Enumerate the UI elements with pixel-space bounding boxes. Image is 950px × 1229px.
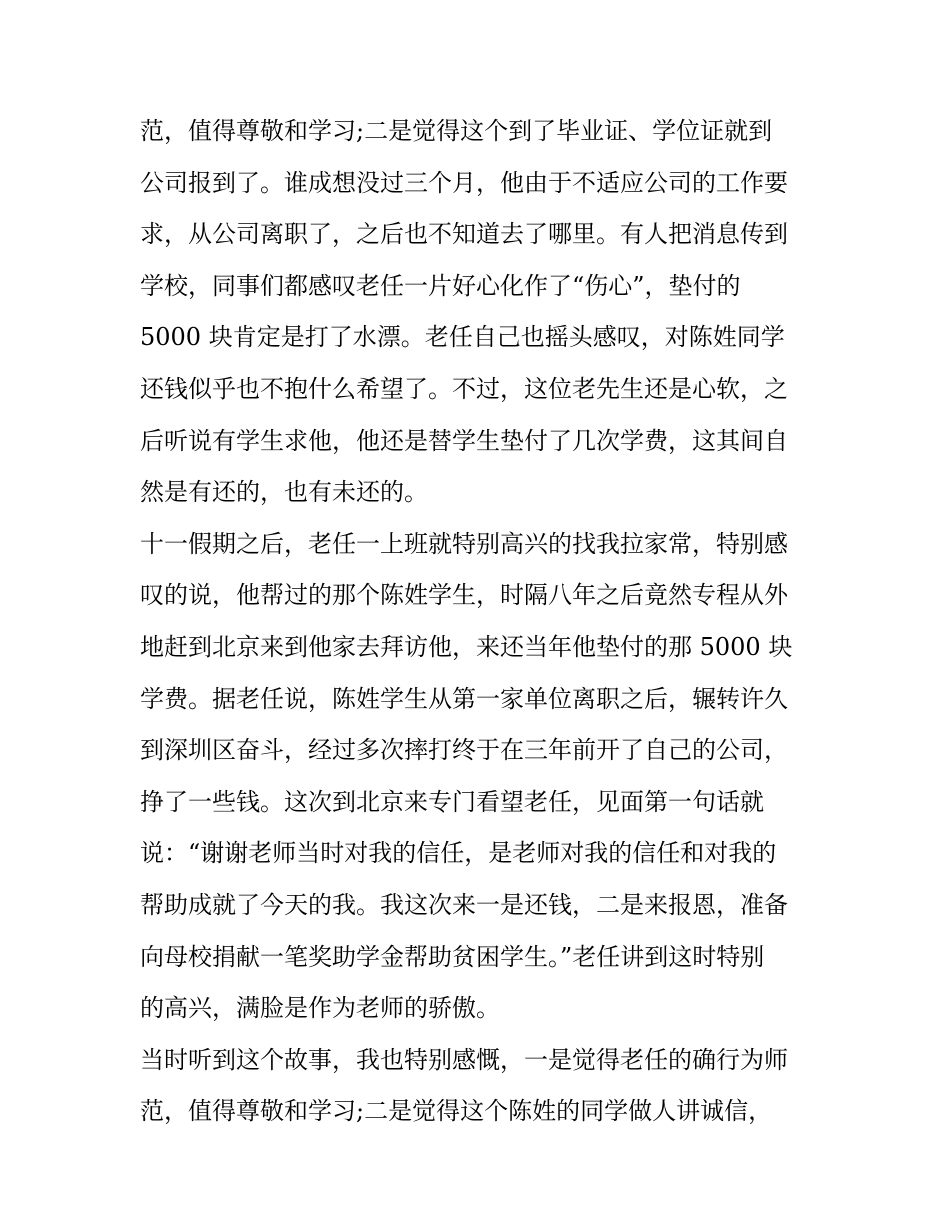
text-line: 挣了一些钱。这次到北京来专门看望老任，见面第一句话就 <box>140 787 764 816</box>
text-line: 叹的说，他帮过的那个陈姓学生，时隔八年之后竟然专程从外 <box>140 581 788 610</box>
text-line: 帮助成就了今天的我。我这次来一是还钱，二是来报恩，准备 <box>140 890 788 919</box>
text-line: 当时听到这个故事，我也特别感慨，一是觉得老任的确行为师 <box>140 1045 788 1074</box>
text-line: 说：“谢谢老师当时对我的信任，是老师对我的信任和对我的 <box>140 839 777 868</box>
text-line: 5000 块肯定是打了水漂。老任自己也摇头感叹，对陈姓同学 <box>140 323 785 352</box>
text-line: 到深圳区奋斗，经过多次摔打终于在三年前开了自己的公司， <box>140 736 788 765</box>
text-line: 地赶到北京来到他家去拜访他，来还当年他垫付的那 5000 块 <box>140 632 793 661</box>
text-line: 学费。据老任说，陈姓学生从第一家单位离职之后，辗转许久 <box>140 684 788 713</box>
text-line: 向母校捐献一笔奖助学金帮助贫困学生。”老任讲到这时特别 <box>140 942 765 971</box>
text-line: 的高兴，满脸是作为老师的骄傲。 <box>140 994 500 1023</box>
text-line: 范，值得尊敬和学习;二是觉得这个到了毕业证、学位证就到 <box>140 117 773 145</box>
text-line: 学校，同事们都感叹老任一片好心化作了“伤心”，垫付的 <box>140 271 741 300</box>
text-line: 公司报到了。谁成想没过三个月，他由于不适应公司的工作要 <box>140 168 788 197</box>
text-line: 范，值得尊敬和学习;二是觉得这个陈姓的同学做人讲诚信， <box>140 1097 773 1126</box>
text-line: 后听说有学生求他，他还是替学生垫付了几次学费，这其间自 <box>140 426 788 455</box>
body-text <box>140 106 820 1138</box>
text-line: 还钱似乎也不抱什么希望了。不过，这位老先生还是心软，之 <box>140 374 788 403</box>
text-line: 十一假期之后，老任一上班就特别高兴的找我拉家常，特别感 <box>140 529 788 558</box>
text-line: 然是有还的，也有未还的。 <box>140 478 428 507</box>
text-line: 求，从公司离职了，之后也不知道去了哪里。有人把消息传到 <box>140 220 788 249</box>
